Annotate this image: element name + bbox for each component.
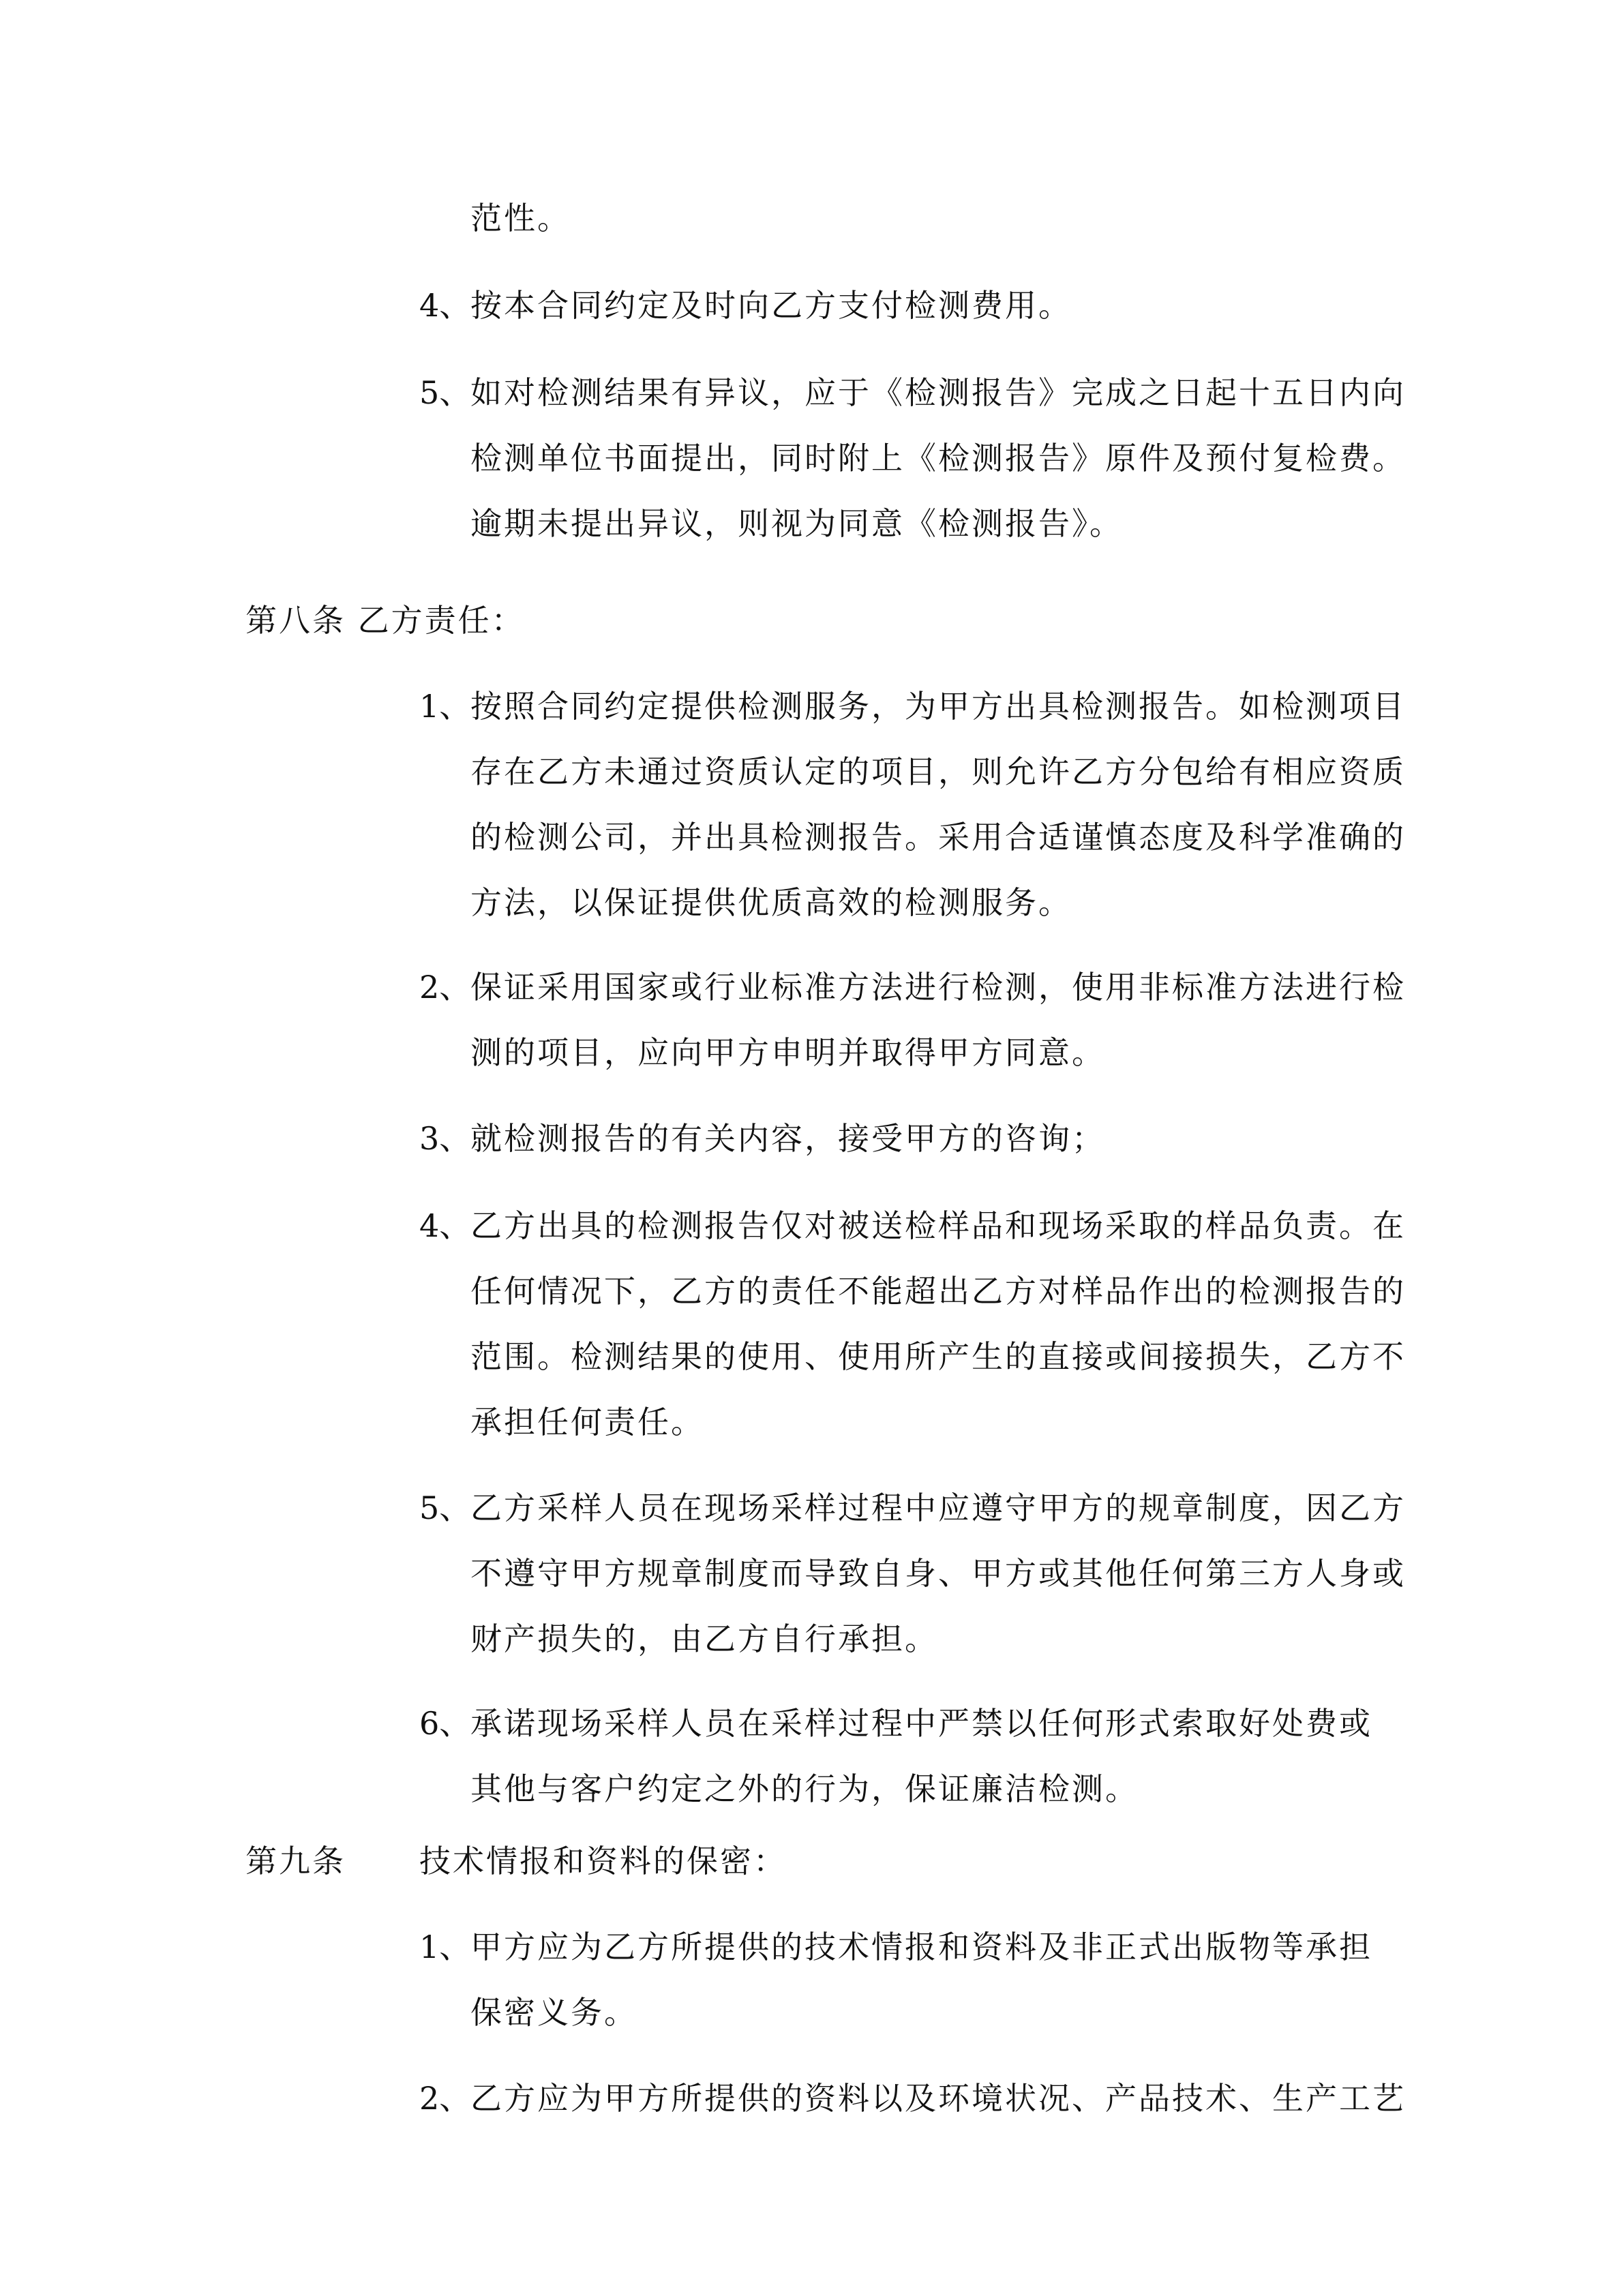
item-number: 3、 (419, 1120, 471, 1157)
item-number: 1、 (419, 1929, 471, 1965)
item-text: 存在乙方未通过资质认定的项目，则允许乙方分包给有相应资质 (470, 753, 1406, 790)
section-label: 第九条 (245, 1843, 346, 1879)
item-text: 任何情况下，乙方的责任不能超出乙方对样品作出的检测报告的 (470, 1273, 1406, 1310)
item-text: 如对检测结果有异议，应于《检测报告》完成之日起十五日内向 (470, 374, 1406, 411)
item-text: 乙方采样人员在现场采样过程中应遵守甲方的规章制度，因乙方 (470, 1490, 1406, 1526)
item-text: 其他与客户约定之外的行为，保证廉洁检测。 (470, 1770, 1139, 1807)
item-text: 财产损失的，由乙方自行承担。 (470, 1620, 938, 1657)
item-number: 2、 (419, 969, 471, 1006)
item-number: 4、 (419, 1207, 471, 1244)
item-text: 按本合同约定及时向乙方支付检测费用。 (470, 287, 1072, 324)
section-heading: 第八条 乙方责任： (245, 602, 525, 639)
item-text: 保密义务。 (470, 1994, 637, 2031)
item-number: 5、 (419, 374, 471, 411)
item-text: 乙方应为甲方所提供的资料以及环境状况、产品技术、生产工艺 (470, 2080, 1406, 2117)
item-text: 保证采用国家或行业标准方法进行检测，使用非标准方法进行检 (470, 969, 1406, 1006)
continuation-text: 范性。 (470, 200, 571, 237)
section-title: 技术情报和资料的保密： (419, 1843, 787, 1879)
item-text: 不遵守甲方规章制度而导致自身、甲方或其他任何第三方人身或 (470, 1555, 1406, 1592)
item-text: 承诺现场采样人员在采样过程中严禁以任何形式索取好处费或 (470, 1705, 1372, 1742)
item-number: 6、 (419, 1705, 471, 1742)
item-text: 按照合同约定提供检测服务，为甲方出具检测报告。如检测项目 (470, 688, 1406, 725)
item-number: 1、 (419, 688, 471, 725)
item-text: 方法，以保证提供优质高效的检测服务。 (470, 884, 1072, 921)
item-number: 4、 (419, 287, 471, 324)
item-text: 范围。检测结果的使用、使用所产生的直接或间接损失，乙方不 (470, 1338, 1406, 1375)
item-text: 检测单位书面提出，同时附上《检测报告》原件及预付复检费。 (470, 440, 1406, 477)
item-text: 乙方出具的检测报告仅对被送检样品和现场采取的样品负责。在 (470, 1207, 1406, 1244)
item-text: 的检测公司，并出具检测报告。采用合适谨慎态度及科学准确的 (470, 819, 1406, 856)
item-number: 2、 (419, 2080, 471, 2117)
item-text: 就检测报告的有关内容，接受甲方的咨询； (470, 1120, 1105, 1157)
item-number: 5、 (419, 1490, 471, 1526)
item-text: 逾期未提出异议，则视为同意《检测报告》。 (470, 505, 1123, 542)
item-text: 测的项目，应向甲方申明并取得甲方同意。 (470, 1034, 1105, 1071)
item-text: 承担任何责任。 (470, 1404, 704, 1440)
item-text: 甲方应为乙方所提供的技术情报和资料及非正式出版物等承担 (470, 1929, 1372, 1965)
